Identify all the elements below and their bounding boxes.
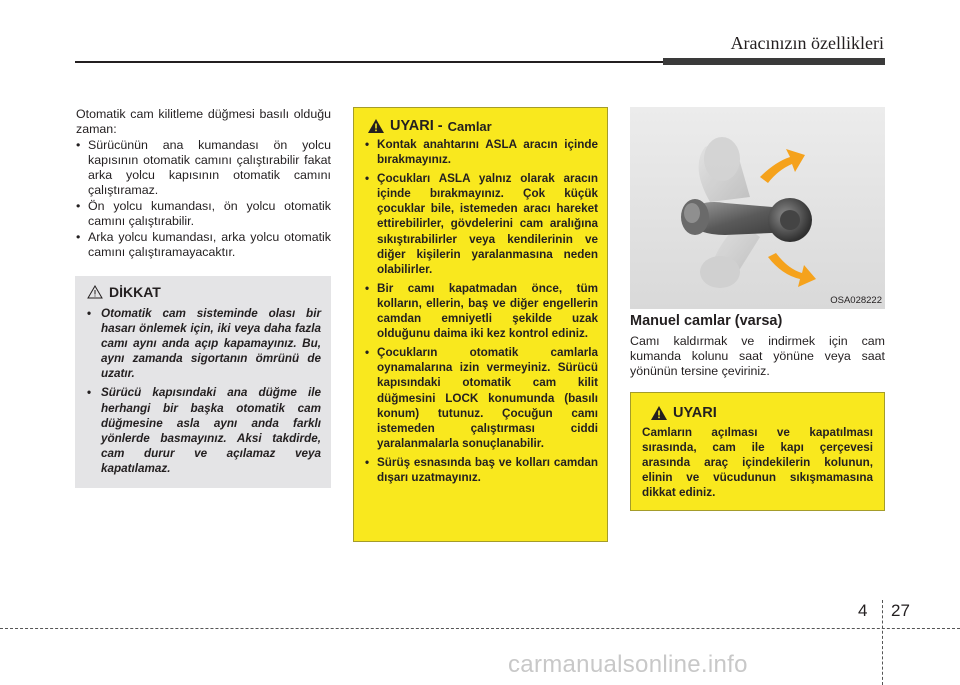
footer-rule (0, 628, 960, 629)
header-title: Aracınızın özellikleri (730, 33, 884, 53)
header-rule (75, 61, 663, 63)
warning-windows-item: • Bir camı kapatmadan önce, tüm kolların, ellerin, baş ve diğer engellerin camdan emniyetli şekilde uzak olduğunu daima iki kez kontrol ediniz. (363, 281, 598, 341)
header-bar (663, 58, 885, 65)
warning-triangle-filled-icon (367, 118, 385, 134)
footer-divider (882, 600, 883, 685)
auto-lock-list (76, 138, 331, 260)
warning-windows-item: • Çocukları ASLA yalnız olarak aracın içinde bırakmayınız. Çok küçük çocuklar bile, istemeden aracı hareket ettirebilirler, gövdelerini cam aralığına sıkıştırabilirler veya kendilerinin ve diğer kişilerin yaralanmasına neden olabilirler. (363, 171, 598, 277)
caution-item: • Sürücü kapısındaki ana düğme ile herhangi bir başka otomatik cam düğmesine asla aynı anda farklı yönlerde basmayınız. Aksi takdirde, cam durur ve açılamaz veya kapatılamaz. (85, 385, 321, 476)
warning-windows-header (367, 118, 598, 134)
figure-caption: OSA028222 (830, 295, 882, 306)
warning-windows-item: • Kontak anahtarını ASLA aracın içinde bırakmayınız. (363, 137, 598, 167)
warning-triangle-outline-icon (87, 285, 103, 299)
warning-triangle-filled-icon (650, 405, 668, 421)
caution-list (85, 306, 321, 476)
warning-windows-box (353, 107, 608, 542)
manual-windows-title: Manuel camlar (varsa) (630, 313, 783, 329)
auto-lock-intro: Otomatik cam kilitleme düğmesi basılı olduğu zaman: (76, 107, 331, 136)
warning-pinch-title: UYARI (673, 405, 717, 421)
warning-windows-item: • Çocukların otomatik camlarla oynamalarına izin vermeyiniz. Sürücü kapısındaki otomatik cam kilit düğmesini LOCK konumunda (basılı konum) tutunuz. Çocuğun camı istemeden çalıştırması ciddi yaralanmalarla sonuçlanabilir. (363, 345, 598, 451)
warning-pinch-box (630, 392, 885, 511)
warning-pinch-text: Camların açılması ve kapatılması sırasında, cam ile kapı çerçevesi arasında araç içindekilerin kolunun, elinin ve vücudunun sıkışmamasına dikkat ediniz. (642, 426, 873, 500)
caution-item: • Otomatik cam sisteminde olası bir hasarı önlemek için, iki veya daha fazla camı aynı anda açıp kapamayınız. Bu, aynı zamanda sigortanın ömrünü de uzatır. (85, 306, 321, 381)
auto-lock-item: • Sürücünün ana kumandası ön yolcu kapısının otomatik camını çalıştırabilir fakat arka yolcu kapısının otomatik camını çalıştıramaz. (76, 138, 331, 198)
auto-lock-item: • Arka yolcu kumandası, arka yolcu otomatik camını çalıştıramayacaktır. (76, 230, 331, 260)
warning-windows-title: UYARI - (390, 118, 443, 134)
warning-windows-list (363, 137, 598, 485)
manual-windows-text: Camı kaldırmak ve indirmek için cam kumanda kolunu saat yönüne veya saat yönünün tersine çeviriniz. (630, 334, 885, 378)
page-number: 27 (891, 601, 910, 620)
chapter-number: 4 (858, 601, 868, 620)
warning-pinch-header (650, 405, 873, 421)
warning-windows-item: • Sürüş esnasında baş ve kolları camdan dışarı uzatmayınız. (363, 455, 598, 485)
caution-header (87, 284, 321, 300)
auto-lock-item: • Ön yolcu kumandası, ön yolcu otomatik camını çalıştırabilir. (76, 199, 331, 229)
warning-windows-subtitle: Camlar (447, 118, 492, 134)
window-crank-illustration (630, 107, 885, 309)
caution-box (75, 276, 331, 488)
auto-lock-section (76, 107, 331, 261)
watermark: carmanualsonline.info (508, 651, 748, 678)
caution-title: DİKKAT (109, 284, 161, 300)
window-crank-figure (630, 107, 885, 309)
